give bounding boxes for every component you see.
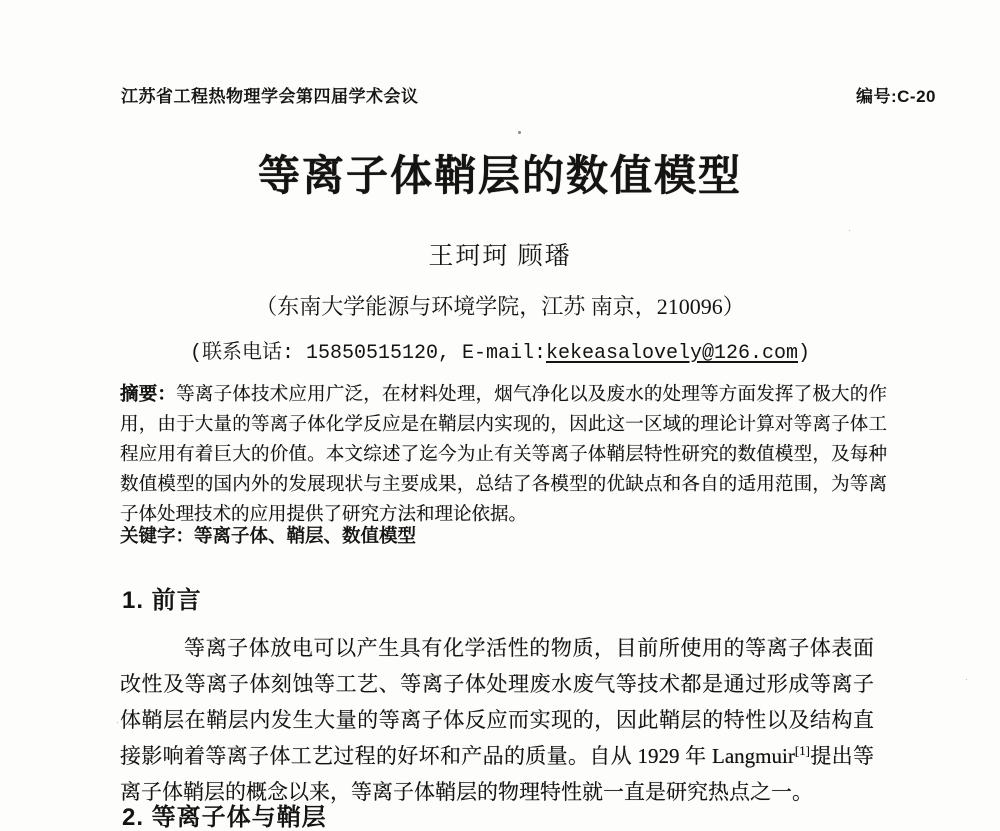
- keywords-line: [120, 521, 887, 552]
- citation-superscript: [1]: [794, 743, 811, 758]
- introduction-text-part2: 提出等离子体鞘层的概念以来，等离子体鞘层的物理特性就一直是研究热点之一。: [120, 744, 875, 804]
- conference-name: 江苏省工程热物理学会第四届学术会议: [121, 87, 419, 106]
- paper-title: 等离子体鞘层的数值模型: [257, 152, 742, 199]
- contact-line: [0, 335, 1000, 365]
- affiliation: （东南大学能源与环境学院，江苏 南京，210096）: [255, 294, 745, 319]
- introduction-paragraph: [120, 630, 874, 810]
- keywords-text: 等离子体、鞘层、数值模型: [194, 525, 417, 546]
- section-heading-plasma-sheath: 2. 等离子体与鞘层: [122, 804, 327, 831]
- scan-noise-speck: [518, 131, 521, 134]
- section-heading-introduction: 1. 前言: [122, 587, 202, 614]
- page-header: [121, 82, 936, 107]
- email-link: kekeasalovely@126.com: [545, 342, 799, 365]
- abstract-paragraph: [120, 379, 887, 530]
- introduction-text-part1: 等离子体放电可以产生具有化学活性的物质，目前所使用的等离子体表面改性及等离子体刻蚀等工艺、等离子体处理废水废气等技术都是通过形成等离子体鞘层在鞘层内发生大量的等离子体反应而实现的，因此鞘层的特性以及结构直接影响着等离子体工艺过程的好坏和产品的质量。自从 1929 年 Langmuir: [120, 636, 874, 768]
- abstract-label: 摘要：: [120, 383, 177, 404]
- abstract-text: 等离子体技术应用广泛，在材料处理，烟气净化以及废水的处理等方面发挥了极大的作用，由于大量的等离子体化学反应是在鞘层内实现的，因此这一区域的理论计算对等离子体工程应用有着巨大的价值。本文综述了迄今为止有关等离子体鞘层特性研究的数值模型，及每种数值模型的国内外的发展现状与主要成果，总结了各模型的优缺点和各自的适用范围，为等离子体处理技术的应用提供了研究方法和理论依据。: [120, 385, 887, 525]
- contact-phone-email-prefix: (联系电话: 15850515120, E-mail:: [189, 342, 546, 365]
- paper-number: 编号:C-20: [855, 87, 936, 106]
- authors: 王珂珂 顾璠: [428, 243, 572, 270]
- keywords-label: 关键字：: [120, 525, 195, 546]
- contact-suffix: ): [798, 342, 811, 365]
